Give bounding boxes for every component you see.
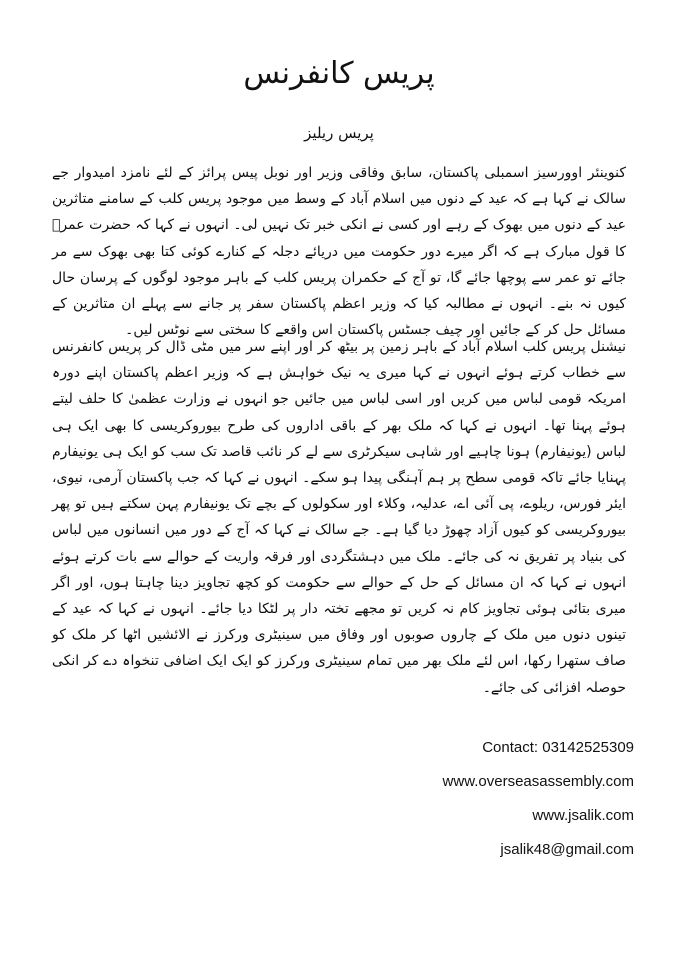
page-subtitle: پریس ریلیز — [304, 124, 374, 142]
email-link[interactable]: jsalik48@gmail.com — [500, 841, 634, 858]
website-link-jsalik[interactable]: www.jsalik.com — [532, 807, 634, 824]
contact-phone: Contact: 03142525309 — [482, 739, 634, 756]
paragraph-1: کنوینئر اوورسیز اسمبلی پاکستان، سابق وفاقی وزیر اور نوبل پیس پرائز کے لئے نامزد امیدوار جے سالک نے کہا ہے کہ عید کے دنوں میں اسلام آباد کے وسط میں موجود پریس کلب کے سامنے متاثرین عید کے دنوں میں بھوک کے رہے اور کسی نے انکی خبر تک نہیں لی۔ انہوں نے کہا کہ حضرت عمرؓ کا قول مبارک ہے کہ اگر میرے دور حکومت میں دریائے دجلہ کے کنارے کوئی کتا بھی بھوک سے مر جائے تو عمر سے پوچھا جائے گا، تو آج کے حکمران پریس کلب کے باہر موجود لوگوں کے پرسان حال کیوں نہ بنے۔ انہوں نے مطالبہ کیا کہ وزیر اعظم پاکستان سفر پر جانے سے پہلے ان متاثرین کے مسائل حل کر کے جائیں اور چیف جسٹس پاکستان اس واقعے کا سختی سے نوٹس لیں۔ — [52, 165, 626, 339]
paragraph-2: نیشنل پریس کلب اسلام آباد کے باہر زمین پر بیٹھ کر اور اپنے سر میں مٹی ڈال کر پریس کانفرنس سے خطاب کرتے ہوئے انہوں نے کہا میری یہ نیک خواہش ہے کہ وزیر اعظم پاکستان اپنے دورہ امریکہ قومی لباس میں کریں اور اسی لباس میں جائیں جو انہوں نے وزارت عظمیٰ کا حلف لیتے ہوئے پہنا تھا۔ انہوں نے کہا کہ ملک بھر کے باقی اداروں کی طرح بیوروکریسی کا بھی ایک ہی لباس (یونیفارم) ہونا چاہیے اور شاہی سیکرٹری سے لے کر نائب قاصد تک سب کو ایک ہی یونیفارم پہنایا جائے تاکہ قومی سطح پر ہم آہنگی پیدا ہو سکے۔ انہوں نے کہا کہ جب پاکستان آرمی، نیوی، ایئر فورس، ریلوے، پی آئی اے، عدلیہ، وکلاء اور سکولوں کے بچے تک یونیفارم پہن سکتے ہیں تو پھر بیوروکریسی کو کیوں آزاد چھوڑ دیا گیا ہے۔ جے سالک نے کہا کہ آج کے دور میں انسانوں میں لباس کی بنیاد پر تفریق نہ کی جائے۔ ملک میں دہشتگردی اور فرقہ واریت کے حوالے سے بات کرتے ہوئے انہوں نے کہا کہ ان مسائل کے حل کے حوالے سے حکومت کو کچھ تجاویز دینا چاہتا ہوں، اور اگر میری بتائی ہوئی تجاویز کام نہ کریں تو مجھے تختہ دار پر لٹکا دیا جائے۔ انہوں نے کہا کہ عید کے تینوں دنوں میں ملک کے چاروں صوبوں اور وفاق میں سینیٹری ورکرز نے الائشیں اٹھا کر ملک کو صاف ستھرا رکھا، اس لئے ملک بھر میں تمام سینیٹری ورکرز کو ایک ایک اضافی تنخواہ دے کر انکی حوصلہ افزائی کی جائے۔ — [52, 339, 626, 696]
page-title: پریس کانفرنس — [243, 56, 435, 91]
contact-block — [443, 738, 634, 874]
website-link-overseas[interactable]: www.overseasassembly.com — [442, 773, 634, 790]
